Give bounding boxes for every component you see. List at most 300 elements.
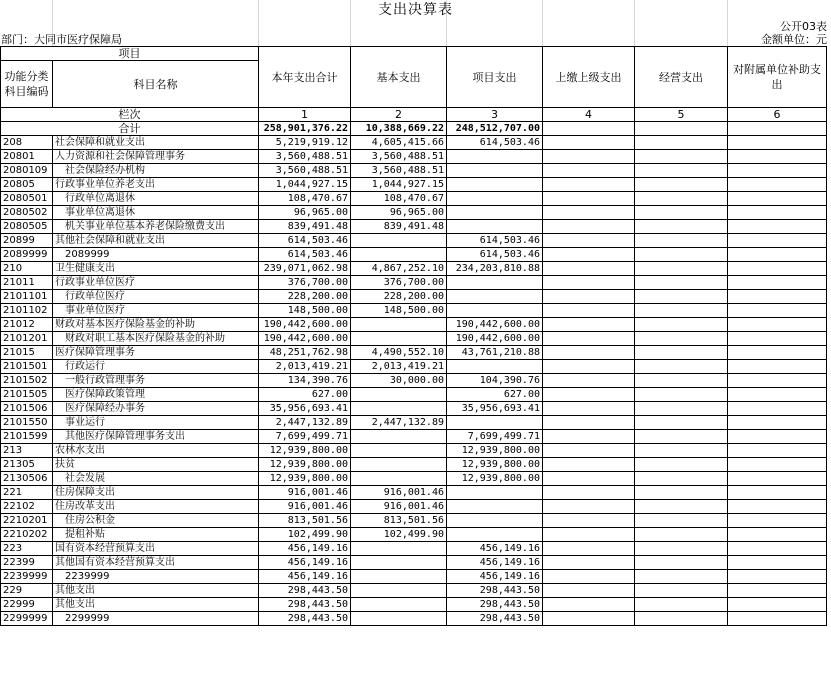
- total-value: [728, 122, 827, 136]
- subsidy-expense: [728, 164, 827, 178]
- subsidy-expense: [728, 346, 827, 360]
- total-expense: 456,149.16: [259, 570, 351, 584]
- unit-label: 金额单位：元: [761, 33, 827, 46]
- subject-code: 210: [1, 262, 53, 276]
- table-row: [1, 542, 827, 556]
- business-expense: [635, 290, 728, 304]
- table-row: [1, 346, 827, 360]
- project-expense: 12,939,800.00: [447, 444, 543, 458]
- business-expense: [635, 332, 728, 346]
- subsidy-expense: [728, 472, 827, 486]
- subject-code: 2101501: [1, 360, 53, 374]
- table-row: [1, 318, 827, 332]
- project-expense: [447, 290, 543, 304]
- upper-expense: [543, 528, 635, 542]
- business-expense: [635, 304, 728, 318]
- project-expense: 104,390.76: [447, 374, 543, 388]
- subject-name: 其他国有资本经营预算支出: [53, 556, 259, 570]
- subject-code: 22399: [1, 556, 53, 570]
- total-expense: 1,044,927.15: [259, 178, 351, 192]
- header-col-subsidy: 对附属单位补助支出: [728, 47, 827, 108]
- subsidy-expense: [728, 262, 827, 276]
- upper-expense: [543, 542, 635, 556]
- table-row: [1, 500, 827, 514]
- upper-expense: [543, 262, 635, 276]
- subject-code: 2080501: [1, 192, 53, 206]
- subsidy-expense: [728, 276, 827, 290]
- table-row: [1, 444, 827, 458]
- subject-code: 20801: [1, 150, 53, 164]
- subject-name: 事业单位医疗: [53, 304, 259, 318]
- basic-expense: 96,965.00: [351, 206, 447, 220]
- total-expense: 12,939,800.00: [259, 444, 351, 458]
- total-expense: 228,200.00: [259, 290, 351, 304]
- department-label: 部门：大同市医疗保障局: [1, 33, 122, 46]
- subject-name: 医疗保障经办事务: [53, 402, 259, 416]
- total-expense: 35,956,693.41: [259, 402, 351, 416]
- table-row: [1, 472, 827, 486]
- total-expense: 916,001.46: [259, 486, 351, 500]
- project-expense: 614,503.46: [447, 248, 543, 262]
- basic-expense: [351, 234, 447, 248]
- project-expense: [447, 304, 543, 318]
- total-expense: 239,071,062.98: [259, 262, 351, 276]
- subject-name: 社会保险经办机构: [53, 164, 259, 178]
- project-expense: [447, 360, 543, 374]
- subject-name: 一般行政管理事务: [53, 374, 259, 388]
- expenditure-table: [0, 46, 827, 626]
- basic-expense: 3,560,488.51: [351, 164, 447, 178]
- upper-expense: [543, 486, 635, 500]
- business-expense: [635, 430, 728, 444]
- report-title: 支出决算表: [378, 2, 453, 18]
- business-expense: [635, 444, 728, 458]
- col-index-label: 栏次: [1, 108, 259, 122]
- subject-name: 2239999: [53, 570, 259, 584]
- basic-expense: [351, 318, 447, 332]
- subject-code: 2101599: [1, 430, 53, 444]
- total-expense: 456,149.16: [259, 542, 351, 556]
- table-row: [1, 374, 827, 388]
- upper-expense: [543, 416, 635, 430]
- subsidy-expense: [728, 584, 827, 598]
- subject-code: 22102: [1, 500, 53, 514]
- project-expense: [447, 150, 543, 164]
- subject-name: 其他医疗保障管理事务支出: [53, 430, 259, 444]
- subject-name: 其他支出: [53, 598, 259, 612]
- subject-name: 医疗保障管理事务: [53, 346, 259, 360]
- upper-expense: [543, 570, 635, 584]
- table-row: [1, 388, 827, 402]
- basic-expense: [351, 430, 447, 444]
- subsidy-expense: [728, 234, 827, 248]
- project-expense: 234,203,810.88: [447, 262, 543, 276]
- subsidy-expense: [728, 486, 827, 500]
- subject-name: 机关事业单位基本养老保险缴费支出: [53, 220, 259, 234]
- subsidy-expense: [728, 598, 827, 612]
- subject-name: 行政事业单位医疗: [53, 276, 259, 290]
- upper-expense: [543, 332, 635, 346]
- business-expense: [635, 276, 728, 290]
- business-expense: [635, 248, 728, 262]
- subject-name: 2299999: [53, 612, 259, 626]
- subject-name: 住房改革支出: [53, 500, 259, 514]
- business-expense: [635, 178, 728, 192]
- upper-expense: [543, 388, 635, 402]
- upper-expense: [543, 612, 635, 626]
- subject-code: 229: [1, 584, 53, 598]
- project-expense: [447, 528, 543, 542]
- total-expense: 96,965.00: [259, 206, 351, 220]
- subject-name: 社会保障和就业支出: [53, 136, 259, 150]
- total-expense: 102,499.90: [259, 528, 351, 542]
- business-expense: [635, 514, 728, 528]
- total-expense: 108,470.67: [259, 192, 351, 206]
- total-expense: 5,219,919.12: [259, 136, 351, 150]
- basic-expense: 2,013,419.21: [351, 360, 447, 374]
- table-row: [1, 304, 827, 318]
- business-expense: [635, 416, 728, 430]
- project-expense: [447, 500, 543, 514]
- subject-name: 事业运行: [53, 416, 259, 430]
- business-expense: [635, 192, 728, 206]
- subject-code: 2080505: [1, 220, 53, 234]
- basic-expense: [351, 598, 447, 612]
- subject-code: 2101550: [1, 416, 53, 430]
- subsidy-expense: [728, 570, 827, 584]
- subject-code: 223: [1, 542, 53, 556]
- project-expense: 190,442,600.00: [447, 332, 543, 346]
- project-expense: 456,149.16: [447, 570, 543, 584]
- project-expense: [447, 220, 543, 234]
- subject-code: 2101201: [1, 332, 53, 346]
- business-expense: [635, 374, 728, 388]
- upper-expense: [543, 360, 635, 374]
- table-row: [1, 332, 827, 346]
- project-expense: 456,149.16: [447, 556, 543, 570]
- subject-name: 住房保障支出: [53, 486, 259, 500]
- total-expense: 3,560,488.51: [259, 150, 351, 164]
- business-expense: [635, 542, 728, 556]
- basic-expense: 916,001.46: [351, 500, 447, 514]
- table-row: [1, 206, 827, 220]
- total-expense: 298,443.50: [259, 612, 351, 626]
- upper-expense: [543, 584, 635, 598]
- basic-expense: 148,500.00: [351, 304, 447, 318]
- business-expense: [635, 402, 728, 416]
- table-row: [1, 290, 827, 304]
- subject-code: 2239999: [1, 570, 53, 584]
- subject-name: 提租补贴: [53, 528, 259, 542]
- business-expense: [635, 528, 728, 542]
- subsidy-expense: [728, 332, 827, 346]
- subsidy-expense: [728, 514, 827, 528]
- subject-name: 医疗保障政策管理: [53, 388, 259, 402]
- table-row: [1, 234, 827, 248]
- table-row: [1, 570, 827, 584]
- subject-name: 农林水支出: [53, 444, 259, 458]
- subject-code: 21015: [1, 346, 53, 360]
- upper-expense: [543, 206, 635, 220]
- sheet-number: 公开03表: [780, 20, 827, 33]
- subsidy-expense: [728, 388, 827, 402]
- table-row: [1, 584, 827, 598]
- subject-name: 行政运行: [53, 360, 259, 374]
- project-expense: 456,149.16: [447, 542, 543, 556]
- basic-expense: 4,867,252.10: [351, 262, 447, 276]
- upper-expense: [543, 234, 635, 248]
- total-expense: 298,443.50: [259, 584, 351, 598]
- subject-name: 事业单位离退休: [53, 206, 259, 220]
- basic-expense: [351, 444, 447, 458]
- table-row: [1, 514, 827, 528]
- project-expense: [447, 192, 543, 206]
- subject-name: 行政单位离退休: [53, 192, 259, 206]
- business-expense: [635, 220, 728, 234]
- basic-expense: 376,700.00: [351, 276, 447, 290]
- subject-name: 住房公积金: [53, 514, 259, 528]
- upper-expense: [543, 150, 635, 164]
- upper-expense: [543, 304, 635, 318]
- total-expense: 190,442,600.00: [259, 318, 351, 332]
- basic-expense: 813,501.56: [351, 514, 447, 528]
- table-row: [1, 430, 827, 444]
- subsidy-expense: [728, 430, 827, 444]
- header-col-upper: 上缴上级支出: [543, 47, 635, 108]
- table-row: [1, 528, 827, 542]
- header-col-business: 经营支出: [635, 47, 728, 108]
- subject-code: 2299999: [1, 612, 53, 626]
- project-expense: 43,761,210.88: [447, 346, 543, 360]
- business-expense: [635, 262, 728, 276]
- table-row: [1, 248, 827, 262]
- subject-code: 2101102: [1, 304, 53, 318]
- basic-expense: [351, 612, 447, 626]
- subsidy-expense: [728, 528, 827, 542]
- subsidy-expense: [728, 206, 827, 220]
- subject-code: 2101506: [1, 402, 53, 416]
- header-col-project: 项目支出: [447, 47, 543, 108]
- subsidy-expense: [728, 374, 827, 388]
- subsidy-expense: [728, 402, 827, 416]
- total-label: 合计: [1, 122, 259, 136]
- upper-expense: [543, 248, 635, 262]
- project-expense: [447, 178, 543, 192]
- upper-expense: [543, 402, 635, 416]
- business-expense: [635, 612, 728, 626]
- subsidy-expense: [728, 136, 827, 150]
- project-expense: [447, 514, 543, 528]
- subject-code: 2101502: [1, 374, 53, 388]
- basic-expense: [351, 584, 447, 598]
- subject-code: 213: [1, 444, 53, 458]
- total-expense: 813,501.56: [259, 514, 351, 528]
- business-expense: [635, 500, 728, 514]
- upper-expense: [543, 444, 635, 458]
- basic-expense: [351, 472, 447, 486]
- upper-expense: [543, 556, 635, 570]
- subsidy-expense: [728, 248, 827, 262]
- business-expense: [635, 234, 728, 248]
- project-expense: 190,442,600.00: [447, 318, 543, 332]
- table-row: [1, 136, 827, 150]
- business-expense: [635, 346, 728, 360]
- table-row: [1, 612, 827, 626]
- basic-expense: 3,560,488.51: [351, 150, 447, 164]
- subsidy-expense: [728, 444, 827, 458]
- basic-expense: [351, 332, 447, 346]
- basic-expense: [351, 556, 447, 570]
- subject-code: 21012: [1, 318, 53, 332]
- business-expense: [635, 584, 728, 598]
- table-row: [1, 402, 827, 416]
- project-expense: 627.00: [447, 388, 543, 402]
- header-item: 项目: [1, 47, 259, 61]
- subject-name: 行政事业单位养老支出: [53, 178, 259, 192]
- subsidy-expense: [728, 178, 827, 192]
- business-expense: [635, 570, 728, 584]
- project-expense: 614,503.46: [447, 136, 543, 150]
- basic-expense: 30,000.00: [351, 374, 447, 388]
- upper-expense: [543, 514, 635, 528]
- total-expense: 376,700.00: [259, 276, 351, 290]
- business-expense: [635, 598, 728, 612]
- subject-code: 2080109: [1, 164, 53, 178]
- basic-expense: 916,001.46: [351, 486, 447, 500]
- total-expense: 7,699,499.71: [259, 430, 351, 444]
- col-number: 6: [728, 108, 827, 122]
- subject-code: 2101505: [1, 388, 53, 402]
- subject-code: 21011: [1, 276, 53, 290]
- subject-name: 其他支出: [53, 584, 259, 598]
- subsidy-expense: [728, 556, 827, 570]
- table-row: [1, 192, 827, 206]
- business-expense: [635, 206, 728, 220]
- business-expense: [635, 388, 728, 402]
- upper-expense: [543, 458, 635, 472]
- upper-expense: [543, 164, 635, 178]
- upper-expense: [543, 178, 635, 192]
- subject-name: 财政对职工基本医疗保险基金的补助: [53, 332, 259, 346]
- table-row: [1, 150, 827, 164]
- basic-expense: 4,490,552.10: [351, 346, 447, 360]
- col-number: 3: [447, 108, 543, 122]
- total-value: 258,901,376.22: [259, 122, 351, 136]
- basic-expense: [351, 388, 447, 402]
- upper-expense: [543, 598, 635, 612]
- project-expense: [447, 276, 543, 290]
- upper-expense: [543, 500, 635, 514]
- basic-expense: 1,044,927.15: [351, 178, 447, 192]
- subject-code: 2130506: [1, 472, 53, 486]
- total-value: [635, 122, 728, 136]
- subject-code: 22999: [1, 598, 53, 612]
- upper-expense: [543, 290, 635, 304]
- table-row: [1, 556, 827, 570]
- project-expense: [447, 486, 543, 500]
- basic-expense: [351, 542, 447, 556]
- subject-code: 2101101: [1, 290, 53, 304]
- subject-code: 21305: [1, 458, 53, 472]
- basic-expense: [351, 458, 447, 472]
- total-expense: 134,390.76: [259, 374, 351, 388]
- subject-name: 财政对基本医疗保险基金的补助: [53, 318, 259, 332]
- project-expense: 12,939,800.00: [447, 458, 543, 472]
- business-expense: [635, 486, 728, 500]
- header-code: 功能分类 科目编码: [1, 61, 53, 108]
- subsidy-expense: [728, 360, 827, 374]
- total-expense: 48,251,762.98: [259, 346, 351, 360]
- subsidy-expense: [728, 416, 827, 430]
- total-expense: 2,447,132.89: [259, 416, 351, 430]
- business-expense: [635, 136, 728, 150]
- basic-expense: 228,200.00: [351, 290, 447, 304]
- subject-name: 行政单位医疗: [53, 290, 259, 304]
- total-expense: 12,939,800.00: [259, 472, 351, 486]
- business-expense: [635, 458, 728, 472]
- col-number: 1: [259, 108, 351, 122]
- total-expense: 614,503.46: [259, 234, 351, 248]
- project-expense: 298,443.50: [447, 612, 543, 626]
- table-row: [1, 164, 827, 178]
- business-expense: [635, 556, 728, 570]
- subject-code: 20899: [1, 234, 53, 248]
- basic-expense: 108,470.67: [351, 192, 447, 206]
- total-value: 248,512,707.00: [447, 122, 543, 136]
- total-expense: 839,491.48: [259, 220, 351, 234]
- upper-expense: [543, 318, 635, 332]
- upper-expense: [543, 374, 635, 388]
- table-row: [1, 178, 827, 192]
- upper-expense: [543, 220, 635, 234]
- total-value: [543, 122, 635, 136]
- subject-code: 2210202: [1, 528, 53, 542]
- subject-name: 人力资源和社会保障管理事务: [53, 150, 259, 164]
- upper-expense: [543, 192, 635, 206]
- subject-code: 221: [1, 486, 53, 500]
- project-expense: 12,939,800.00: [447, 472, 543, 486]
- table-row: [1, 598, 827, 612]
- business-expense: [635, 360, 728, 374]
- table-row: [1, 486, 827, 500]
- subject-name: 其他社会保障和就业支出: [53, 234, 259, 248]
- subject-code: 20805: [1, 178, 53, 192]
- subject-name: 扶贫: [53, 458, 259, 472]
- subject-code: 2089999: [1, 248, 53, 262]
- subject-code: 208: [1, 136, 53, 150]
- header-col-total: 本年支出合计: [259, 47, 351, 108]
- subsidy-expense: [728, 500, 827, 514]
- total-expense: 2,013,419.21: [259, 360, 351, 374]
- subject-name: 卫生健康支出: [53, 262, 259, 276]
- project-expense: [447, 206, 543, 220]
- total-value: 10,388,669.22: [351, 122, 447, 136]
- total-expense: 3,560,488.51: [259, 164, 351, 178]
- project-expense: 35,956,693.41: [447, 402, 543, 416]
- table-row: [1, 360, 827, 374]
- project-expense: [447, 164, 543, 178]
- business-expense: [635, 150, 728, 164]
- total-expense: 456,149.16: [259, 556, 351, 570]
- upper-expense: [543, 346, 635, 360]
- upper-expense: [543, 136, 635, 150]
- table-row: [1, 458, 827, 472]
- subsidy-expense: [728, 290, 827, 304]
- subject-code: 2210201: [1, 514, 53, 528]
- upper-expense: [543, 430, 635, 444]
- project-expense: 7,699,499.71: [447, 430, 543, 444]
- table-row: [1, 220, 827, 234]
